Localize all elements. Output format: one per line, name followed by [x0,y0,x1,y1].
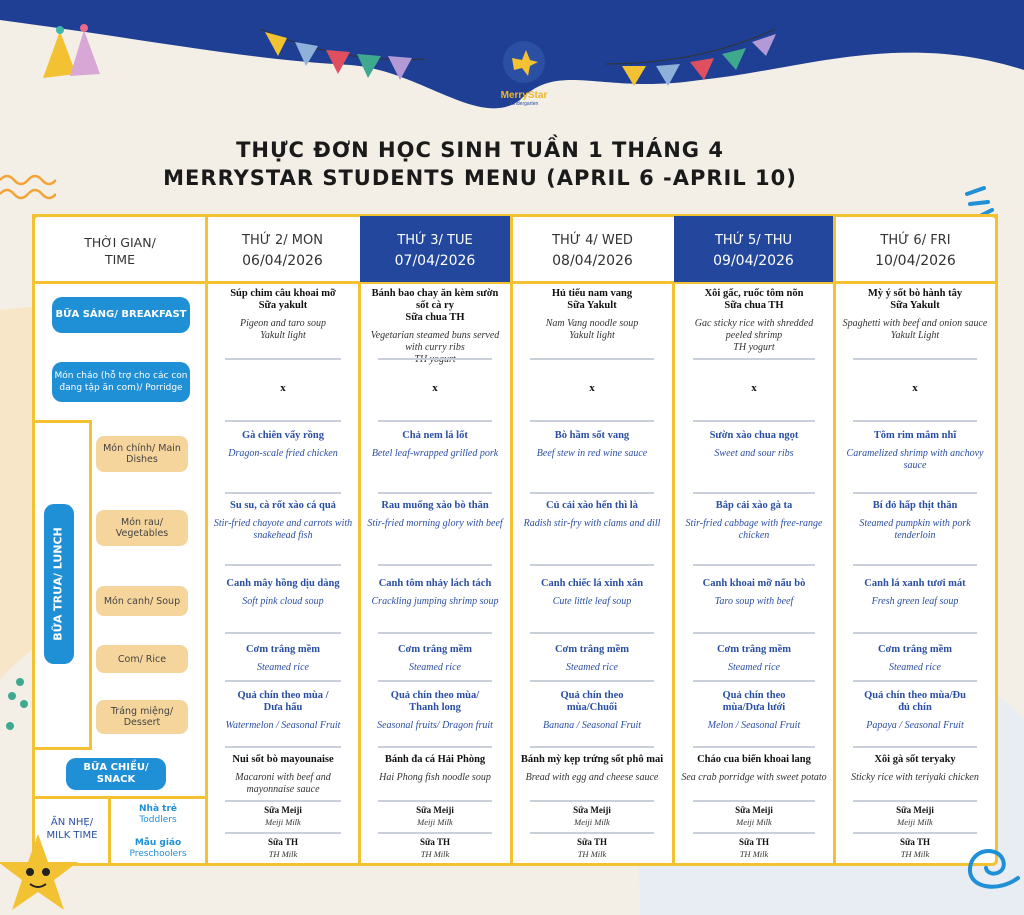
row-separator [693,832,815,834]
dish-name-vn: Chả nem lá lốt [402,430,468,441]
porridge-label: Món cháo (hỗ trợ cho các con đang tập ăn com)/ Porridge [52,362,190,402]
rice-cell-mon [213,644,353,674]
breakfast-cell-tue [366,288,504,366]
row-separator [530,420,654,422]
day-name: THỨ 5/ THU [714,233,793,248]
dots-icon [4,676,34,736]
soup-cell-fri [841,578,989,608]
dish-name-vn: Bắp cải xào gà ta [715,500,793,511]
milk2-cell-mon [213,836,353,860]
row-separator [530,680,654,682]
day-header-tue [360,216,510,282]
dish-name-vn: Tôm rim mắm nhĩ [873,430,957,441]
toddlers-en: Toddlers [139,815,177,825]
lunch-label-text: BỮA TRƯA/ LUNCH [52,527,66,641]
dish-name-en: Sticky rice with teriyaki chicken [851,772,979,783]
dish-name-en: Melon / Seasonal Fruit [707,720,801,731]
bunting-left-icon [260,24,430,94]
row-separator [225,680,341,682]
day-header-fri [833,216,995,282]
veg-cell-thu [681,500,827,542]
row-separator [378,680,492,682]
veg-cell-wed [518,500,666,530]
title-english: MERRYSTAR STUDENTS MENU (APRIL 6 -APRIL 10) [163,166,797,190]
row-separator [530,492,654,494]
day-header-wed [510,216,672,282]
porridge-value: x [589,382,595,394]
dish-name-vn: Bánh bao chay ăn kèm sườn sốt cà ry Sữa chua TH [371,288,499,323]
row-separator [693,632,815,634]
dish-name-en: Steamed rice [889,662,941,673]
row-separator [378,420,492,422]
dessert-cell-wed [518,690,666,732]
dish-name-en: Meiji Milk [265,817,301,827]
milk2-cell-thu [681,836,827,860]
dish-name-en: Gac sticky rice with shredded peeled shrimp TH yogurt [694,318,814,353]
row-separator [853,492,977,494]
dish-name-en: Pigeon and taro soup Yakult light [239,318,326,341]
dish-name-en: Meiji Milk [897,817,933,827]
row-separator [853,746,977,748]
snack-cell-wed [518,754,666,784]
dish-name-vn: Cơm trắng mềm [245,644,321,655]
row-separator [853,564,977,566]
dish-name-en: Steamed rice [257,662,309,673]
dish-name-vn: Quả chín theo mùa/Đu đủ chín [864,690,966,713]
row-separator [378,492,492,494]
milk1-cell-fri [841,804,989,828]
dish-name-vn: Xôi gấc, ruốc tôm nõn Sữa chua TH [704,288,804,311]
day-date: 10/04/2026 [875,253,956,269]
row-separator [225,746,341,748]
porridge-value: x [280,382,286,394]
dish-name-en: Betel leaf-wrapped grilled pork [371,448,499,459]
row-separator [530,746,654,748]
dish-name-en: TH Milk [268,849,298,859]
dish-name-en: TH Milk [420,849,450,859]
dish-name-vn: Sữa Meiji [264,805,302,815]
dish-name-vn: Cơm trắng mềm [716,644,792,655]
dessert-cell-fri [841,690,989,732]
dish-name-en: Caramelized shrimp with anchovy sauce [846,448,984,471]
milk1-cell-wed [518,804,666,828]
row-separator [693,420,815,422]
milk-divider [32,796,205,799]
row-separator [378,800,492,802]
toddlers-vn: Nhà trẻ [139,804,177,814]
dessert-cell-tue [366,690,504,732]
row-separator [225,358,341,360]
dish-name-vn: Nui sốt bò mayounaise [232,754,334,765]
logo-subtitle: Kindergarten [509,101,539,107]
logo-star-icon [502,40,546,84]
breakfast-cell-mon [213,288,353,342]
porridge-cell-tue [366,382,504,394]
veg-cell-fri [841,500,989,542]
dish-name-en: Beef stew in red wine sauce [536,448,648,459]
lunch-label [44,504,74,664]
dish-name-en: Meiji Milk [574,817,610,827]
dish-name-vn: Rau muống xào bò thăn [381,500,489,511]
column-divider [833,282,836,864]
dessert-cell-mon [213,690,353,732]
party-hat-icon [38,16,108,86]
time-header: THỜI GIAN/ TIME [84,235,156,267]
day-name: THỨ 6/ FRI [880,233,951,248]
soup-cell-tue [366,578,504,608]
swirl-right-icon [958,838,1024,898]
dish-name-en: Steamed rice [566,662,618,673]
row-separator [530,800,654,802]
column-divider [510,282,513,864]
day-date: 08/04/2026 [552,253,633,269]
dessert-cell-thu [681,690,827,732]
dish-name-en: Meiji Milk [417,817,453,827]
milk1-cell-mon [213,804,353,828]
dish-name-vn: Mỳ ý sốt bò hành tây Sữa Yakult [867,288,963,311]
afternoon-snack-label: BỮA CHIỀU/ SNACK [66,758,166,790]
day-date: 09/04/2026 [713,253,794,269]
dish-name-en: Sweet and sour ribs [714,448,794,459]
milk-subdivider [108,796,111,866]
main-cell-thu [681,430,827,460]
porridge-cell-fri [841,382,989,394]
row-separator [853,800,977,802]
dish-name-vn: Quả chín theo mùa / Dưa hấu [237,690,329,713]
breakfast-cell-thu [681,288,827,354]
row-separator [225,492,341,494]
dish-name-vn: Sữa TH [739,837,769,847]
day-name: THỨ 4/ WED [552,233,633,248]
main-cell-mon [213,430,353,460]
row-separator [378,358,492,360]
dish-name-en: Banana / Seasonal Fruit [542,720,642,731]
preschoolers-en: Preschoolers [129,849,187,859]
milk2-cell-wed [518,836,666,860]
soup-cell-wed [518,578,666,608]
preschoolers-vn: Mẫu giáo [134,838,182,848]
dish-name-en: Steamed pumpkin with pork tenderloin [859,518,971,541]
dish-name-vn: Cơm trắng mềm [397,644,473,655]
dish-name-en: Spaghetti with beef and onion sauce Yakult Light [842,318,988,341]
row-separator [378,746,492,748]
soup-cell-mon [213,578,353,608]
dish-name-vn: Sườn xào chua ngọt [709,430,799,441]
dish-name-en: Sea crab porridge with sweet potato [681,772,827,783]
merrystar-logo [494,40,554,107]
soup-label: Món canh/ Soup [96,586,188,616]
dish-name-en: Seasonal fruits/ Dragon fruit [377,720,493,731]
dish-name-en: Macaroni with beef and mayonnaise sauce [235,772,331,795]
porridge-cell-wed [518,382,666,394]
day-header-mon [205,216,357,282]
dish-name-vn: Bò hầm sốt vang [554,430,630,441]
row-separator [853,680,977,682]
snack-cell-fri [841,754,989,784]
dish-name-vn: Canh khoai mỡ nấu bò [702,578,806,589]
dish-name-vn: Su su, cà rốt xào cá quả [230,500,336,511]
breakfast-cell-fri [841,288,989,342]
main-cell-wed [518,430,666,460]
dish-name-vn: Sữa Meiji [896,805,934,815]
rice-cell-wed [518,644,666,674]
dish-name-en: TH Milk [739,849,769,859]
dish-name-vn: Xôi gà sốt teryaky [874,754,956,765]
soup-cell-thu [681,578,827,608]
row-separator [693,492,815,494]
snack-cell-mon [213,754,353,796]
breakfast-cell-wed [518,288,666,342]
dish-name-en: Steamed rice [728,662,780,673]
dish-name-vn: Sữa TH [900,837,930,847]
rice-label: Com/ Rice [96,645,188,673]
dish-name-vn: Cơm trắng mềm [877,644,953,655]
row-separator [530,358,654,360]
dish-name-en: Stir-fried chayote and carrots with snakehead fish [213,518,353,541]
dish-name-en: Vegetarian steamed buns served with curry ribs [370,330,500,353]
row-separator [225,564,341,566]
breakfast-label: BỮA SÁNG/ BREAKFAST [52,297,190,333]
milk-time-label: ĂN NHẸ/ MILK TIME [46,817,98,841]
row-separator [378,564,492,566]
dish-name-en: Meiji Milk [736,817,772,827]
dish-name-vn: Canh mây hồng dịu dàng [226,578,340,589]
row-separator [693,680,815,682]
row-separator [693,746,815,748]
dish-name-vn: Sữa Meiji [573,805,611,815]
dish-name-vn: Sữa TH [577,837,607,847]
dish-name-en: TH Milk [577,849,607,859]
rice-cell-thu [681,644,827,674]
row-separator [853,632,977,634]
dish-name-en: Crackling jumping shrimp soup [371,596,499,607]
dish-name-vn: Sữa TH [420,837,450,847]
dish-name-en: Radish stir-fry with clams and dill [523,518,661,529]
squiggle-left-icon [0,172,56,202]
dish-name-vn: Cơm trắng mềm [554,644,630,655]
day-date: 06/04/2026 [242,253,323,269]
milk1-cell-tue [366,804,504,828]
dish-name-vn: Hủ tiếu nam vang Sữa Yakult [551,288,633,311]
dish-name-en: Taro soup with beef [714,596,794,607]
vegetables-label: Món rau/ Vegetables [96,510,188,546]
column-divider [672,282,675,864]
row-separator [853,832,977,834]
row-separator [378,632,492,634]
main-cell-tue [366,430,504,460]
rice-cell-tue [366,644,504,674]
dish-name-en: Hai Phong fish noodle soup [379,772,491,783]
main-cell-fri [841,430,989,472]
day-name: THỨ 2/ MON [242,233,323,248]
snack-cell-tue [366,754,504,784]
dish-name-vn: Canh lá xanh tươi mát [864,578,966,589]
dish-name-en: Fresh green leaf soup [871,596,959,607]
dish-name-en: Stir-fried cabbage with free-range chicken [685,518,823,541]
dish-name-en: Bread with egg and cheese sauce [525,772,659,783]
row-separator [225,800,341,802]
day-name: THỨ 3/ TUE [397,233,473,248]
dish-name-en: Watermelon / Seasonal Fruit [225,720,341,731]
dish-name-vn: Quả chín theo mùa/ Thanh long [390,690,480,713]
dish-name-vn: Sữa TH [268,837,298,847]
row-separator [530,632,654,634]
dish-name-en: Dragon-scale fried chicken [228,448,338,459]
rice-cell-fri [841,644,989,674]
row-separator [225,632,341,634]
dish-name-vn: Quả chín theo mùa/Chuối [560,690,624,713]
row-separator [693,564,815,566]
dish-name-vn: Bánh mỳ kẹp trứng sốt phô mai [520,754,664,765]
dish-name-en: Stir-fried morning glory with beef [367,518,503,529]
row-separator [225,832,341,834]
dish-name-vn: Bánh đa cá Hải Phòng [384,754,486,765]
column-divider [358,282,361,864]
dish-name-vn: Sữa Meiji [735,805,773,815]
row-separator [225,420,341,422]
porridge-cell-mon [213,382,353,394]
day-date: 07/04/2026 [394,253,476,269]
dish-name-en: Papaya / Seasonal Fruit [866,720,964,731]
dish-name-vn: Canh tôm nhảy lách tách [378,578,492,589]
porridge-value: x [432,382,438,394]
day-header-thu [674,216,833,282]
logo-brand: MerryStar [500,90,548,101]
column-divider [205,282,208,864]
dish-name-vn: Quả chín theo mùa/Dưa lưới [722,690,786,713]
preschoolers-label [112,838,204,860]
porridge-value: x [751,382,757,394]
dish-name-en: Steamed rice [409,662,461,673]
dish-name-vn: Bí đỏ hấp thịt thăn [872,500,958,511]
dish-name-vn: Gà chiên vẩy rồng [242,430,324,441]
title-vietnamese: THỰC ĐƠN HỌC SINH TUẦN 1 THÁNG 4 [236,138,724,162]
snack-cell-thu [681,754,827,784]
veg-cell-mon [213,500,353,542]
porridge-value: x [912,382,918,394]
milk2-cell-tue [366,836,504,860]
dish-name-vn: Cháo cua biển khoai lang [697,754,811,765]
row-separator [853,420,977,422]
row-separator [693,800,815,802]
dish-name-vn: Củ cải xào hến thì là [546,500,638,511]
row-separator [853,358,977,360]
star-mascot-icon [0,832,80,915]
main-dishes-label: Món chính/ Main Dishes [96,436,188,472]
row-separator [530,832,654,834]
dish-name-vn: Súp chim câu khoai mỡ Sữa yakult [230,288,336,311]
row-separator [530,564,654,566]
row-separator [378,832,492,834]
row-separator [693,358,815,360]
toddlers-label [112,804,204,826]
bunting-right-icon [600,24,780,94]
dish-name-en: Soft pink cloud soup [242,596,324,607]
dessert-label: Tráng miệng/ Dessert [96,700,188,734]
porridge-cell-thu [681,382,827,394]
dish-name-en: TH Milk [900,849,930,859]
dish-name-vn: Canh chiếc lá xinh xắn [540,578,644,589]
dish-name-en: Cute little leaf soup [552,596,632,607]
milk1-cell-thu [681,804,827,828]
dish-name-vn: Sữa Meiji [416,805,454,815]
veg-cell-tue [366,500,504,530]
dish-name-en: Nam Vang noodle soup Yakult light [545,318,639,341]
